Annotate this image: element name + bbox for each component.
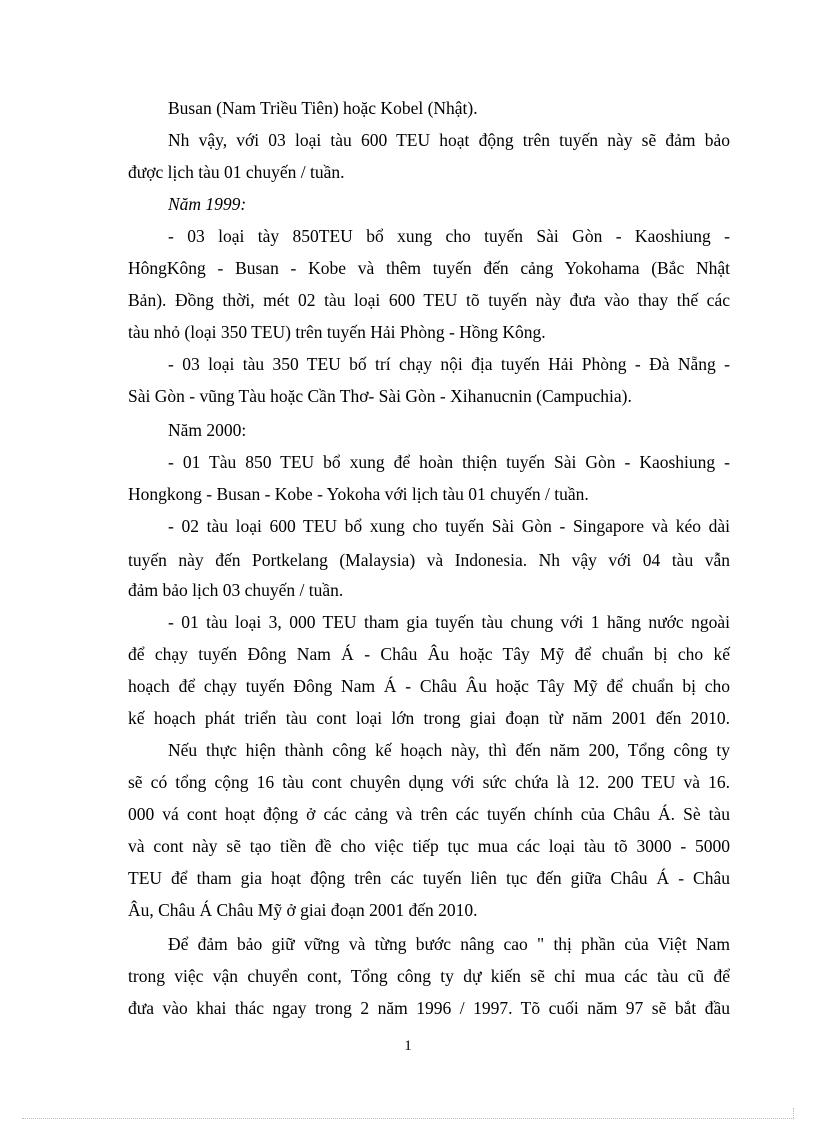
text-line: để chạy tuyến Đông Nam Á - Châu Âu hoặc Tây Mỹ để chuẩn bị cho kế [128,644,730,664]
text-line: 000 vá cont hoạt động ở các cảng và trên các tuyến chính của Châu Á. Sè tàu [128,804,730,824]
text-line: Hongkong - Busan - Kobe - Yokoha với lịch tàu 01 chuyến / tuần. [128,484,589,504]
text-line: Nh vậy, với 03 loại tàu 600 TEU hoạt động trên tuyến này sẽ đảm bảo [168,130,730,150]
text-line: đảm bảo lịch 03 chuyến / tuần. [128,580,344,600]
text-line: HôngKông - Busan - Kobe và thêm tuyến đến cảng Yokohama (Bắc Nhật [128,258,730,278]
text-line: Busan (Nam Triều Tiên) hoặc Kobel (Nhật). [168,98,478,118]
text-line: - 03 loại tàu 350 TEU bố trí chạy nội địa tuyến Hải Phòng - Đà Nẵng - [168,354,730,374]
text-line: TEU để tham gia hoạt động trên các tuyến liên tục đến giữa Châu Á - Châu [128,868,730,888]
text-line: trong việc vận chuyển cont, Tổng công ty dự kiến sẽ chỉ mua các tàu cũ để [128,966,730,986]
page-border [22,1118,794,1119]
text-line: - 01 Tàu 850 TEU bổ xung để hoàn thiện tuyến Sài Gòn - Kaoshiung - [168,452,730,472]
text-line: Để đảm bảo giữ vững và từng bước nâng cao " thị phần của Việt Nam [168,934,730,954]
text-line: hoạch để chạy tuyến Đông Nam Á - Châu Âu hoặc Tây Mỹ để chuẩn bị cho [128,676,730,696]
section-heading: Năm 1999: [168,194,247,214]
text-line: - 02 tàu loại 600 TEU bổ xung cho tuyến Sài Gòn - Singapore và kéo dài [168,516,730,536]
text-line: Bản). Đồng thời, mét 02 tàu loại 600 TEU tõ tuyến này đưa vào thay thế các [128,290,730,310]
text-line: đưa vào khai thác ngay trong 2 năm 1996 / 1997. Tõ cuối năm 97 sẽ bắt đầu [128,998,730,1018]
text-line: Sài Gòn - vũng Tàu hoặc Cần Thơ- Sài Gòn - Xihanucnin (Campuchia). [128,386,632,406]
page-border [793,1108,794,1118]
text-line: Âu, Châu Á Châu Mỹ ở giai đoạn 2001 đến 2010. [128,900,478,920]
page-number: 1 [404,1038,412,1054]
text-line: và cont này sẽ tạo tiền đề cho việc tiếp tục mua các loại tàu tõ 3000 - 5000 [128,836,730,856]
text-line: - 03 loại tày 850TEU bổ xung cho tuyến Sài Gòn - Kaoshiung - [168,226,730,246]
text-line: được lịch tàu 01 chuyến / tuần. [128,162,345,182]
section-heading: Năm 2000: [168,420,247,440]
text-line: tuyến này đến Portkelang (Malaysia) và Indonesia. Nh vậy với 04 tàu vẫn [128,550,730,570]
text-line: - 01 tàu loại 3, 000 TEU tham gia tuyến tàu chung với 1 hãng nước ngoài [168,612,730,632]
text-line: tàu nhỏ (loại 350 TEU) trên tuyến Hải Phòng - Hồng Kông. [128,322,546,342]
text-line: kế hoạch phát triển tàu cont loại lớn trong giai đoạn từ năm 2001 đến 2010. [128,708,730,728]
text-line: Nếu thực hiện thành công kế hoạch này, thì đến năm 200, Tổng công ty [168,740,730,760]
text-line: sẽ có tổng cộng 16 tàu cont chuyên dụng với sức chứa là 12. 200 TEU và 16. [128,772,730,792]
